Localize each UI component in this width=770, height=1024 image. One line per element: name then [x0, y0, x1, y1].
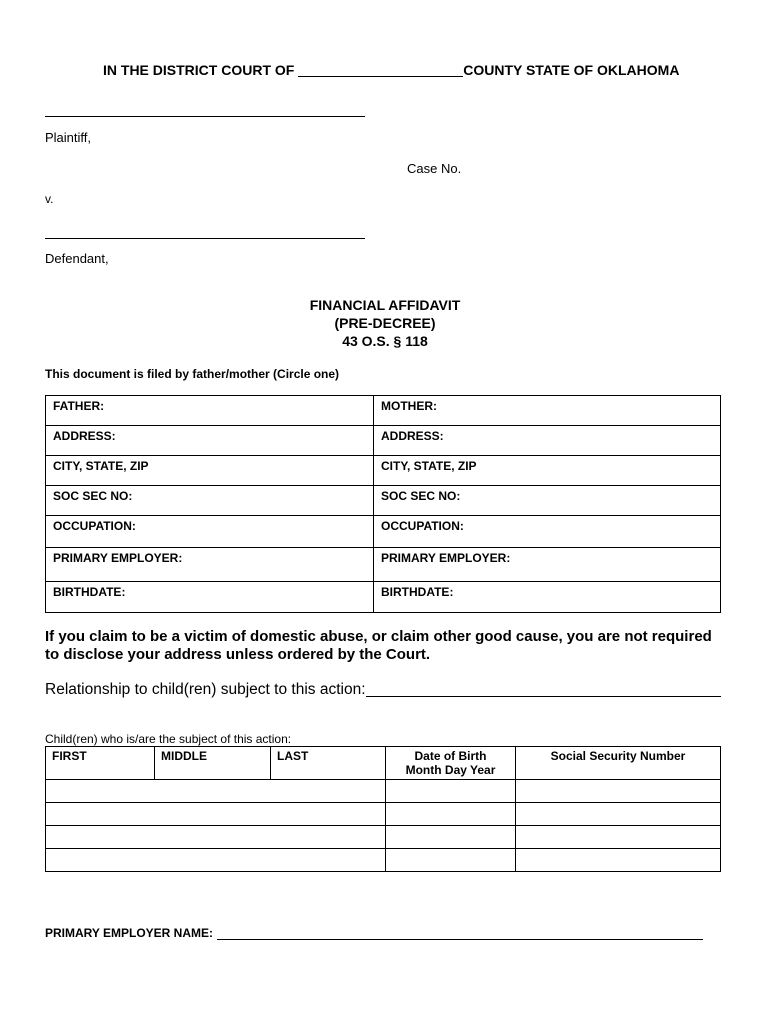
- child-middle-cell[interactable]: [155, 826, 271, 849]
- filed-by-statement: This document is filed by father/mother (Circle one): [45, 367, 340, 381]
- father-birthdate-field[interactable]: BIRTHDATE:: [46, 582, 374, 613]
- table-row: [46, 456, 721, 486]
- child-ssn-cell[interactable]: [516, 826, 721, 849]
- mother-address-field[interactable]: ADDRESS:: [374, 426, 721, 456]
- father-city-state-zip-field[interactable]: CITY, STATE, ZIP: [46, 456, 374, 486]
- child-last-cell[interactable]: [271, 803, 386, 826]
- defendant-label: Defendant,: [45, 251, 109, 266]
- mother-occupation-field[interactable]: OCCUPATION:: [374, 516, 721, 548]
- title-line-2: (PRE-DECREE): [334, 315, 436, 331]
- mother-employer-field[interactable]: PRIMARY EMPLOYER:: [374, 548, 721, 582]
- relationship-field[interactable]: [366, 680, 721, 697]
- domestic-abuse-notice: If you claim to be a victim of domestic abuse, or claim other good cause, you are not required to disclose your address unless ordered by the Court.: [45, 628, 712, 663]
- plaintiff-label: Plaintiff,: [45, 130, 92, 145]
- header-dob-line-2: Month Day Year: [405, 763, 496, 777]
- county-name-field[interactable]: [298, 62, 463, 77]
- table-row: [46, 396, 721, 426]
- table-row: [46, 803, 721, 826]
- court-header: [103, 62, 679, 78]
- primary-employer-field[interactable]: [217, 926, 703, 940]
- father-occupation-field[interactable]: OCCUPATION:: [46, 516, 374, 548]
- children-table: [45, 746, 721, 872]
- header-date-of-birth: [386, 747, 516, 780]
- defendant-name-field[interactable]: [45, 238, 365, 239]
- child-last-cell[interactable]: [271, 849, 386, 872]
- header-dob-line-1: Date of Birth: [414, 749, 487, 763]
- children-caption: Child(ren) who is/are the subject of this action:: [45, 732, 292, 746]
- child-first-cell[interactable]: [46, 849, 155, 872]
- table-row: [46, 486, 721, 516]
- child-middle-cell[interactable]: [155, 849, 271, 872]
- child-last-cell[interactable]: [271, 826, 386, 849]
- child-dob-cell[interactable]: [386, 849, 516, 872]
- table-row: [46, 548, 721, 582]
- case-number-label: Case No.: [407, 161, 462, 176]
- child-middle-cell[interactable]: [155, 803, 271, 826]
- child-ssn-cell[interactable]: [516, 780, 721, 803]
- table-row: [46, 426, 721, 456]
- child-first-cell[interactable]: [46, 780, 155, 803]
- children-header-row: [46, 747, 721, 780]
- versus-label: v.: [45, 192, 54, 206]
- child-dob-cell[interactable]: [386, 826, 516, 849]
- table-row: [46, 516, 721, 548]
- child-first-cell[interactable]: [46, 803, 155, 826]
- header-last: LAST: [271, 747, 386, 780]
- table-row: [46, 582, 721, 613]
- header-ssn: Social Security Number: [516, 747, 721, 780]
- plaintiff-name-field[interactable]: [45, 116, 365, 117]
- table-row: [46, 849, 721, 872]
- title-line-3: 43 O.S. § 118: [342, 333, 428, 349]
- mother-ssn-field[interactable]: SOC SEC NO:: [374, 486, 721, 516]
- child-ssn-cell[interactable]: [516, 849, 721, 872]
- header-middle: MIDDLE: [155, 747, 271, 780]
- table-row: [46, 826, 721, 849]
- primary-employer-label: PRIMARY EMPLOYER NAME:: [45, 926, 214, 940]
- father-employer-field[interactable]: PRIMARY EMPLOYER:: [46, 548, 374, 582]
- mother-birthdate-field[interactable]: BIRTHDATE:: [374, 582, 721, 613]
- primary-employer-line: [45, 926, 703, 940]
- child-middle-cell[interactable]: [155, 780, 271, 803]
- child-first-cell[interactable]: [46, 826, 155, 849]
- court-suffix: COUNTY STATE OF OKLAHOMA: [463, 62, 680, 78]
- father-address-field[interactable]: ADDRESS:: [46, 426, 374, 456]
- title-line-1: FINANCIAL AFFIDAVIT: [309, 297, 461, 313]
- header-first: FIRST: [46, 747, 155, 780]
- father-ssn-field[interactable]: SOC SEC NO:: [46, 486, 374, 516]
- child-last-cell[interactable]: [271, 780, 386, 803]
- court-prefix: IN THE DISTRICT COURT OF: [103, 62, 295, 78]
- mother-city-state-zip-field[interactable]: CITY, STATE, ZIP: [374, 456, 721, 486]
- parents-info-table: [45, 395, 721, 613]
- table-row: [46, 780, 721, 803]
- relationship-label: Relationship to child(ren) subject to this action:: [45, 681, 366, 698]
- document-title: [0, 296, 770, 350]
- father-field[interactable]: FATHER:: [46, 396, 374, 426]
- child-dob-cell[interactable]: [386, 780, 516, 803]
- child-ssn-cell[interactable]: [516, 803, 721, 826]
- child-dob-cell[interactable]: [386, 803, 516, 826]
- mother-field[interactable]: MOTHER:: [374, 396, 721, 426]
- relationship-line: [45, 680, 721, 699]
